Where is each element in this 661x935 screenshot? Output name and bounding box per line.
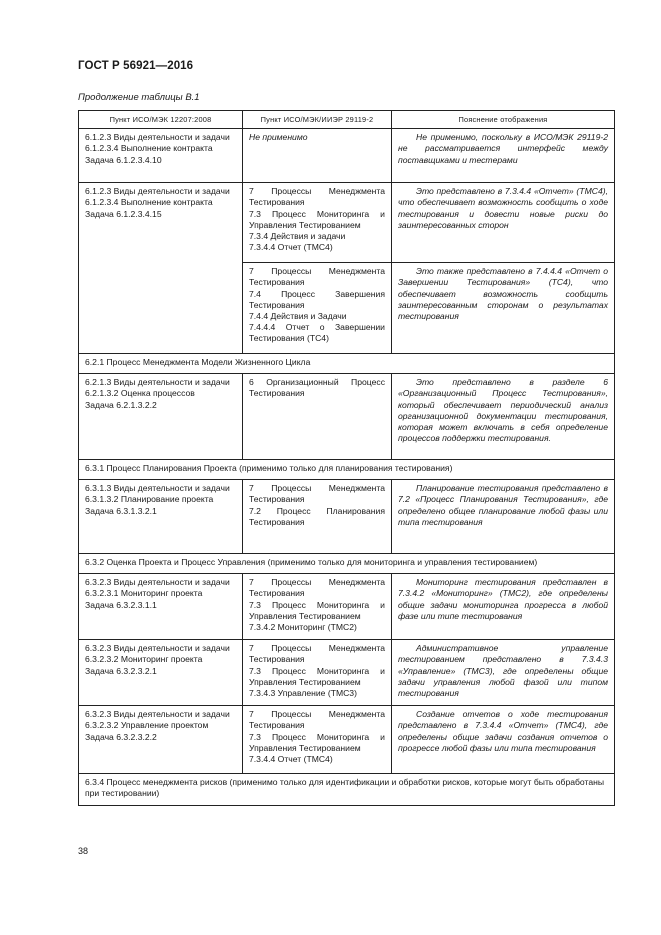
table-row <box>79 480 615 554</box>
section-row <box>79 554 615 574</box>
explanation-text: Это представлено в 7.3.4.4 «Отчет» (ТМС4), что обеспечивает возможность сообщить о ходе тестирования и довести новые риски до заинтересованных сторон <box>398 186 608 230</box>
cell-line: Задача 6.3.1.3.2.1 <box>85 505 157 516</box>
iso12207-cell <box>79 706 243 774</box>
explanation-cell <box>392 640 615 706</box>
table-row <box>79 640 615 706</box>
iso12207-cell <box>79 129 243 183</box>
mapping-table <box>78 110 615 806</box>
cell-line: 7.4 Процесс Завершения Тестирования <box>249 288 385 310</box>
column-header: Пояснение отображения <box>392 111 615 129</box>
cell-line: 7.3 Процесс Мониторинга и Управления Тестированием <box>249 665 385 687</box>
iso29119-cell <box>243 263 392 354</box>
iso12207-cell <box>79 574 243 640</box>
cell-line: Задача 6.3.2.3.2.1 <box>85 665 157 676</box>
cell-line: 7.3.4.2 Мониторинг (ТМС2) <box>249 622 357 633</box>
table-row <box>79 183 615 263</box>
cell-line: 6.1.2.3 Виды деятельности и задачи <box>85 132 230 143</box>
explanation-cell <box>392 374 615 460</box>
cell-line: 6.3.2.3.2 Управление проектом <box>85 720 209 731</box>
cell-line: 6.1.2.3 Виды деятельности и задачи <box>85 186 230 197</box>
cell-line: Задача 6.3.2.3.1.1 <box>85 599 157 610</box>
cell-line: 7 Процессы Менеджмента Тестирования <box>249 483 385 505</box>
explanation-text: Это представлено в разделе 6 «Организационный Процесс Тестирования», который обеспечивает периодический анализ организационной документации тестирования, которая может включать в себя определение процессов поддержки тестирования. <box>398 377 608 444</box>
cell-line: 6.2.1.3 Виды деятельности и задачи <box>85 377 230 388</box>
explanation-text: Планирование тестирования представлено в 7.2 «Процесс Планирования Тестирования», где определено общее планирование любой фазы или типа тестирования <box>398 483 608 527</box>
cell-line: 7.3 Процесс Мониторинга и Управления Тестированием <box>249 208 385 230</box>
section-title: 6.3.2 Оценка Проекта и Процесс Управления (применимо только для мониторинга и управления тестированием) <box>79 554 615 574</box>
explanation-cell <box>392 183 615 263</box>
section-title: 6.3.4 Процесс менеджмента рисков (применимо только для идентификации и обработки рисков, которые могут быть обработаны при тестировании) <box>79 774 615 806</box>
cell-line: 7.3.4.4 Отчет (ТМС4) <box>249 754 333 765</box>
explanation-text: Административное управление тестированием представлено в 7.3.4.3 «Управление» (ТМС3), где определены общие задачи управления любой фазой или типом тестирования <box>398 643 608 699</box>
cell-line: 6.3.2.3 Виды деятельности и задачи <box>85 577 230 588</box>
cell-line: Задача 6.1.2.3.4.10 <box>85 154 162 165</box>
iso29119-cell <box>243 480 392 554</box>
table-row <box>79 706 615 774</box>
iso29119-cell <box>243 183 392 263</box>
cell-line: 7 Процессы Менеджмента Тестирования <box>249 186 385 208</box>
cell-line: 6.2.1.3.2 Оценка процессов <box>85 388 195 399</box>
cell-line: 6.3.2.3.1 Мониторинг проекта <box>85 588 203 599</box>
explanation-cell <box>392 129 615 183</box>
cell-line: Задача 6.1.2.3.4.15 <box>85 208 162 219</box>
cell-line: 6.3.2.3 Виды деятельности и задачи <box>85 709 230 720</box>
iso12207-cell <box>79 374 243 460</box>
iso12207-cell <box>79 640 243 706</box>
cell-line: 7 Процессы Менеджмента Тестирования <box>249 709 385 731</box>
explanation-cell <box>392 480 615 554</box>
explanation-cell <box>392 706 615 774</box>
table-caption: Продолжение таблицы В.1 <box>78 92 200 103</box>
cell-line: 7.2 Процесс Планирования Тестирования <box>249 505 385 527</box>
explanation-cell <box>392 263 615 354</box>
cell-line: 7.4.4.4 Отчет о Завершении Тестирования (ТС4) <box>249 322 385 344</box>
iso29119-cell <box>243 706 392 774</box>
cell-line: 6.1.2.3.4 Выполнение контракта <box>85 197 213 208</box>
explanation-text: Это также представлено в 7.4.4.4 «Отчет о Завершении Тестирования» (ТС4), что обеспечивает возможность сообщить заинтересованным сторонам о результатах тестирования <box>398 266 608 322</box>
cell-line: 7 Процессы Менеджмента Тестирования <box>249 643 385 665</box>
explanation-text: Не применимо, поскольку в ИСО/МЭК 29119-2 не рассматривается интерфейс между поставщиками и тестерами <box>398 132 608 165</box>
section-row <box>79 774 615 806</box>
cell-line: 6.1.2.3.4 Выполнение контракта <box>85 143 213 154</box>
cell-line: Задача 6.3.2.3.2.2 <box>85 731 157 742</box>
explanation-text: Мониторинг тестирования представлен в 7.3.4.2 «Мониторинг» (ТМС2), где определены общие задачи мониторинга прогресса в любой фазе или типе тестирования <box>398 577 608 621</box>
table-row <box>79 574 615 640</box>
section-title: 6.3.1 Процесс Планирования Проекта (применимо только для планирования тестирования) <box>79 460 615 480</box>
column-header: Пункт ИСО/МЭК/ИИЭР 29119-2 <box>243 111 392 129</box>
document-header: ГОСТ Р 56921—2016 <box>78 60 194 72</box>
iso29119-cell <box>243 574 392 640</box>
explanation-text: Создание отчетов о ходе тестирования представлено в 7.3.4.4 «Отчет» (ТМС4), где определены общие задачи создания отчетов о прогрессе любой фазы или типа тестирования <box>398 709 608 753</box>
cell-line: 6.3.2.3.2 Мониторинг проекта <box>85 654 203 665</box>
column-header: Пункт ИСО/МЭК 12207:2008 <box>79 111 243 129</box>
page-number: 38 <box>78 846 89 856</box>
iso29119-cell: Не применимо <box>243 129 392 183</box>
table-row <box>79 374 615 460</box>
cell-line: Задача 6.2.1.3.2.2 <box>85 399 157 410</box>
cell-line: 7.3 Процесс Мониторинга и Управления Тестированием <box>249 731 385 753</box>
table-row <box>79 129 615 183</box>
iso12207-cell <box>79 183 243 354</box>
iso29119-cell <box>243 640 392 706</box>
section-row <box>79 354 615 374</box>
cell-line: 7.4.4 Действия и Задачи <box>249 311 347 322</box>
cell-line: 7 Процессы Менеджмента Тестирования <box>249 577 385 599</box>
cell-line: 6.3.1.3 Виды деятельности и задачи <box>85 483 230 494</box>
iso29119-cell: 6 Организационный Процесс Тестирования <box>243 374 392 460</box>
cell-line: 7.3.4.4 Отчет (ТМС4) <box>249 242 333 253</box>
explanation-cell <box>392 574 615 640</box>
cell-line: 7.3.4 Действия и задачи <box>249 231 346 242</box>
cell-line: 7.3 Процесс Мониторинга и Управления Тестированием <box>249 599 385 621</box>
cell-line: 7.3.4.3 Управление (ТМС3) <box>249 688 357 699</box>
section-row <box>79 460 615 480</box>
iso12207-cell <box>79 480 243 554</box>
cell-line: 7 Процессы Менеджмента Тестирования <box>249 266 385 288</box>
cell-line: 6.3.1.3.2 Планирование проекта <box>85 494 214 505</box>
table-header-row <box>79 111 615 129</box>
section-title: 6.2.1 Процесс Менеджмента Модели Жизненного Цикла <box>79 354 615 374</box>
cell-line: 6.3.2.3 Виды деятельности и задачи <box>85 643 230 654</box>
